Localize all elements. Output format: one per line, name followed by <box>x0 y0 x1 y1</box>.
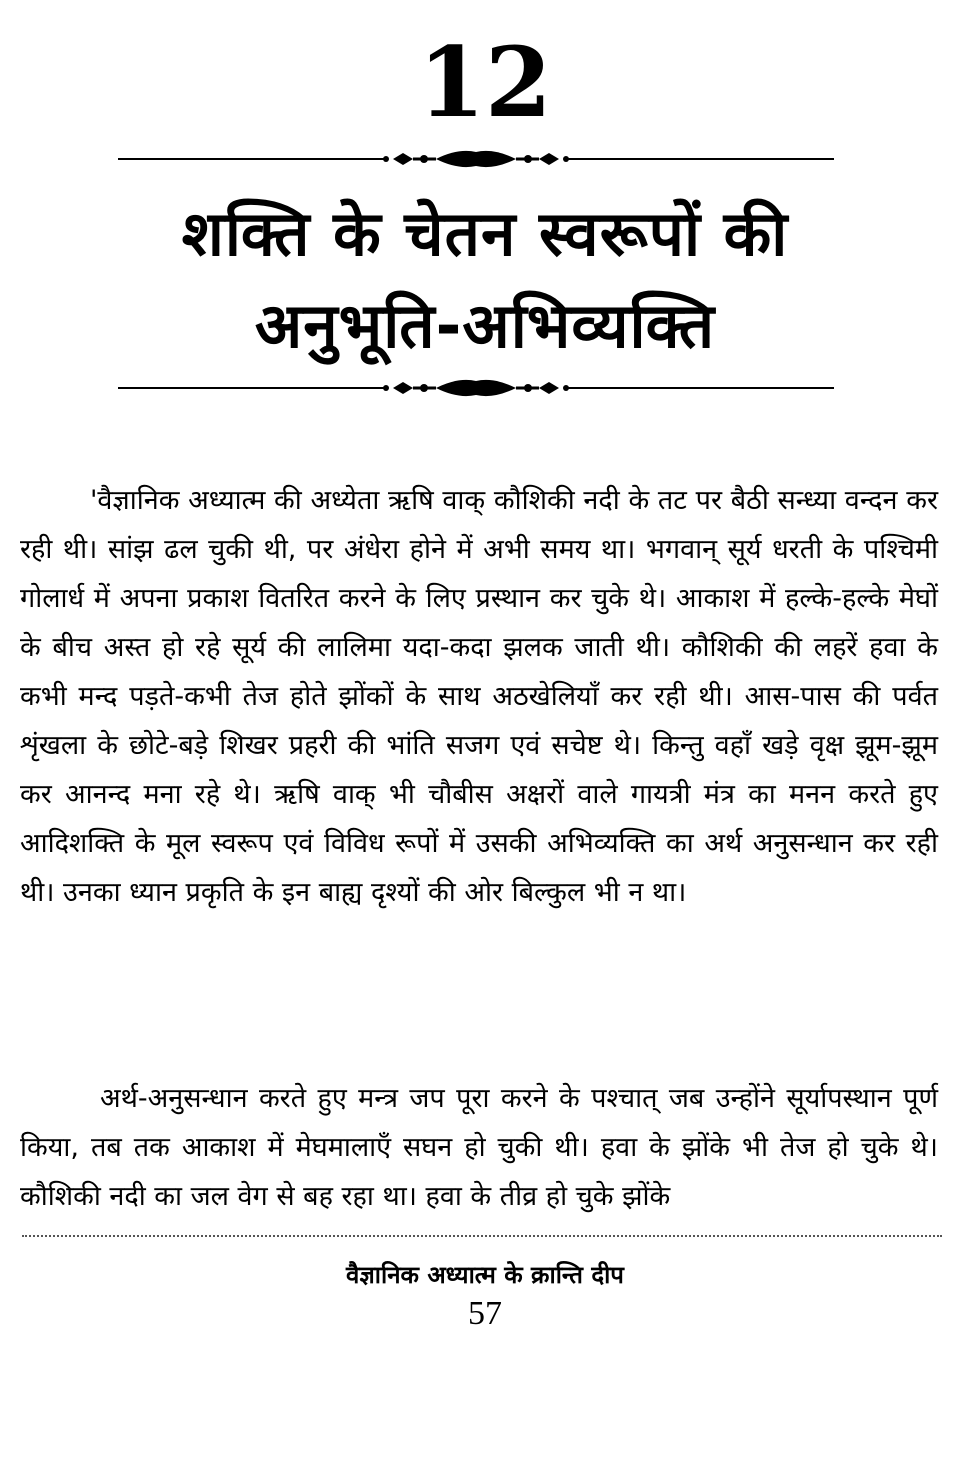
body-paragraph-2: अर्थ-अनुसन्धान करते हुए मन्त्र जप पूरा करने के पश्चात् जब उन्होंने सूर्यापस्थान पूर्ण किया, तब तक आकाश में मेघमालाएँ सघन हो चुकी थी। हवा के झोंके भी तेज हो चुके थे। कौशिकी नदी का जल वेग से बह रहा था। हवा के तीव्र हो चुके झोंके <box>20 1083 938 1212</box>
chapter-number: 12 <box>418 26 552 139</box>
body-paragraph-1: 'वैज्ञानिक अध्यात्म की अध्येता ऋषि वाक् कौशिकी नदी के तट पर बैठी सन्ध्या वन्दन कर रही थी। सांझ ढल चुकी थी, पर अंधेरा होने में अभी समय था। भगवान् सूर्य धरती के पश्चिमी गोलार्ध में अपना प्रकाश वितरित करने के लिए प्रस्थान कर चुके थे। आकाश में हल्के-हल्के मेघों के बीच अस्त हो रहे सूर्य की लालिमा यदा-कदा झलक जाती थी। कौशिकी की लहरें हवा के कभी मन्द पड़ते-कभी तेज होते झोंकों के साथ अठखेलियाँ कर रही थी। आस-पास की पर्वत शृंखला के छोटे-बड़े शिखर प्रहरी की भांति सजग एवं सचेष्ट थे। किन्तु वहाँ खड़े वृक्ष झूम-झूम कर आनन्द मना रहे थे। ऋषि वाक् भी चौबीस अक्षरों वाले गायत्री मंत्र का मनन करते हुए आदिशक्ति के मूल स्वरूप एवं विविध रूपों में उसकी अभिव्यक्ति का अर्थ अनुसन्धान कर रही थी। उनका ध्यान प्रकृति के इन बाह्य दृश्यों की ओर बिल्कुल भी न था। <box>20 485 938 908</box>
chapter-title-line-1: शक्ति के चेतन स्वरूपों की <box>181 197 789 270</box>
footer-book-title: वैज्ञानिक अध्यात्म के क्रान्ति दीप <box>346 1261 624 1289</box>
page-number: 57 <box>468 1295 502 1332</box>
chapter-title <box>0 188 970 372</box>
footer-divider <box>22 1235 942 1237</box>
bottom-ornament-divider <box>118 377 834 399</box>
chapter-title-line-2: अनुभूति-अभिव्यक्ति <box>254 289 716 362</box>
top-ornament-divider <box>118 148 834 170</box>
